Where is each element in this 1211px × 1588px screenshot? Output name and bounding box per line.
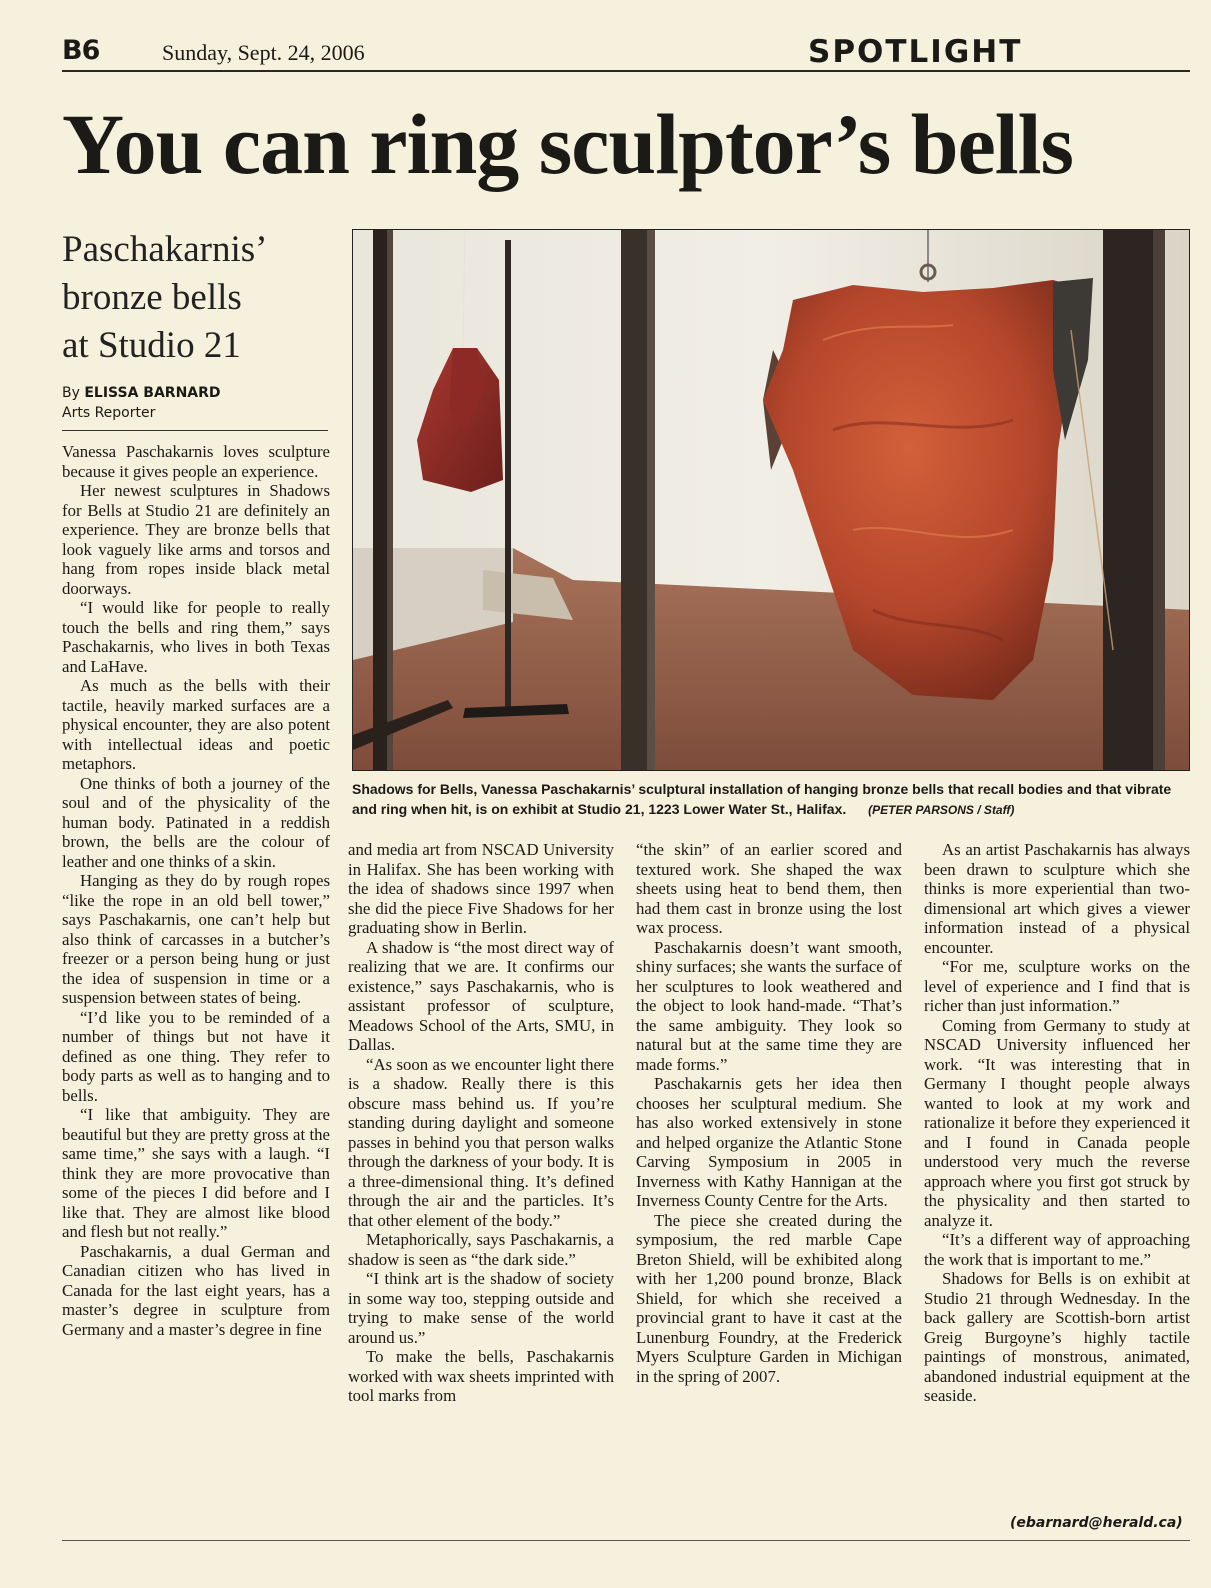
photo-credit: (PETER PARSONS / Staff) — [868, 803, 1015, 817]
author-email: (ebarnard@herald.ca) — [1010, 1515, 1183, 1531]
publication-date: Sunday, Sept. 24, 2006 — [162, 40, 365, 65]
section-name: SPOTLIGHT — [808, 34, 1023, 70]
article-paragraph: Shadows for Bells is on exhibit at Studio 21 through Wednesday. In the back gallery are Scottish-born artist Greig Burgoyne’s highly tactile paintings of monstrous, animated, abandoned industrial equipment at the seaside. — [924, 1269, 1190, 1405]
author-title: Arts Reporter — [62, 405, 156, 421]
article-paragraph: “As soon as we encounter light there is a shadow. Really there is this obscure mass behind us. If you’re standing during daylight and someone passes in behind you that person walks through the darkness of your body. It is a three-dimensional thing. It’s defined through the air and the particles. It’s that other element of the body.” — [348, 1054, 614, 1230]
author-name: ELISSA BARNARD — [84, 385, 221, 401]
subheadline-line: at Studio 21 — [62, 325, 241, 366]
byline-by: By — [62, 385, 80, 401]
subheadline-line: Paschakarnis’ — [62, 229, 268, 270]
subheadline — [62, 226, 342, 370]
article-paragraph: One thinks of both a journey of the soul and of the physicality of the human body. Patinated in a reddish brown, the bells are the colour of leather and one thinks of a skin. — [62, 773, 330, 871]
article-paragraph: Metaphorically, says Paschakarnis, a shadow is seen as “the dark side.” — [348, 1230, 614, 1269]
article-paragraph: “I think art is the shadow of society in some way too, stepping outside and trying to make sense of the world around us.” — [348, 1269, 614, 1347]
article-paragraph: Vanessa Paschakarnis loves sculpture because it gives people an experience. — [62, 442, 330, 481]
article-paragraph: As much as the bells with their tactile, heavily marked surfaces are a physical encounter, they are also potent with intellectual ideas and poetic metaphors. — [62, 676, 330, 773]
article-paragraph: “I like that ambiguity. They are beautiful but they are pretty gross at the same time,” she says with a laugh. “I think they are more provocative than some of the pieces I did before and I like that. They are almost like blood and flesh but not really.” — [62, 1105, 330, 1241]
article-paragraph: As an artist Paschakarnis has always been drawn to sculpture which she thinks is more experiential than two-dimensional art which gives a viewer information instead of a physical encounter. — [924, 840, 1190, 957]
article-column-2 — [348, 840, 614, 1530]
byline-rule — [62, 430, 328, 431]
article-paragraph: A shadow is “the most direct way of realizing that we are. It confirms our existence,” says Paschakarnis, who is assistant professor of sculpture, Meadows School of the Arts, SMU, in Dallas. — [348, 937, 614, 1054]
article-paragraph: To make the bells, Paschakarnis worked with wax sheets imprinted with tool marks from — [348, 1347, 614, 1405]
page-bottom-rule — [62, 1540, 1190, 1541]
article-paragraph: Her newest sculptures in Shadows for Bells at Studio 21 are definitely an experience. They are bronze bells that look vaguely like arms and torsos and hang from ropes inside black metal doorways. — [62, 481, 330, 598]
article-paragraph: The piece she created during the symposium, the red marble Cape Breton Shield, will be exhibited along with her 1,200 pound bronze, Black Shield, for which she received a provincial grant to have it cast at the Lunenburg Foundry, at the Frederick Myers Sculpture Garden in Michigan in the spring of 2007. — [636, 1210, 902, 1386]
page-number: B6 — [62, 35, 100, 66]
article-paragraph: “For me, sculpture works on the level of experience and I find that is richer than just information.” — [924, 957, 1190, 1015]
article-paragraph: Hanging as they do by rough ropes “like the rope in an old bell tower,” says Paschakarnis, one can’t help but also think of carcasses in a butcher’s freezer or a person being hung or just the idea of suspension in time or a suspension between states of being. — [62, 871, 330, 1007]
article-paragraph: Paschakarnis doesn’t want smooth, shiny surfaces; she wants the surface of her sculptures to look weathered and the object to look hand-made. “That’s the same ambiguity. They look so natural but at the same time they are made forms.” — [636, 937, 902, 1074]
subheadline-line: bronze bells — [62, 277, 242, 318]
article-paragraph: Paschakarnis gets her idea then chooses her sculptural medium. She has also worked extensively in stone and helped organize the Atlantic Stone Carving Symposium in 2005 in Inverness with Kathy Hannigan at the Inverness County Centre for the Arts. — [636, 1074, 902, 1210]
headline: You can ring sculptor’s bells — [62, 96, 1074, 192]
article-paragraph: “I would like for people to really touch the bells and ring them,” says Paschakarnis, who lives in both Texas and LaHave. — [62, 598, 330, 676]
article-paragraph: “It’s a different way of approaching the work that is important to me.” — [924, 1230, 1190, 1269]
header-rule — [62, 70, 1190, 72]
article-paragraph: Paschakarnis, a dual German and Canadian citizen who has lived in Canada for the last eight years, has a master’s degree in sculpture from Germany and a master’s degree in fine — [62, 1241, 330, 1339]
article-column-1 — [62, 442, 330, 1522]
article-paragraph: “I’d like you to be reminded of a number of things but not have it defined as one thing. They refer to body parts as well as to hanging and to bells. — [62, 1007, 330, 1105]
sculpture-photo-image — [353, 230, 1190, 771]
article-photo — [352, 229, 1190, 771]
article-paragraph: and media art from NSCAD University in Halifax. She has been working with the idea of shadows since 1997 when she did the piece Five Shadows for her graduating show in Berlin. — [348, 840, 614, 937]
article-paragraph: Coming from Germany to study at NSCAD University influenced her work. “It was interesting that in Germany I thought people always wanted to look at my work and rationalize it before they experienced it and I found in Canada people understood very much the reverse approach where you first got struck by the physicality and then started to analyze it. — [924, 1015, 1190, 1230]
article-column-4 — [924, 840, 1190, 1530]
article-column-3 — [636, 840, 902, 1530]
photo-caption — [352, 779, 1192, 820]
article-paragraph: “the skin” of an earlier scored and textured work. She shaped the wax sheets using heat to bend them, then had them cast in bronze using the lost wax process. — [636, 840, 902, 937]
byline — [62, 383, 330, 423]
caption-text: Shadows for Bells, Vanessa Paschakarnis’ sculptural installation of hanging bronze bells that recall bodies and that vibrate and ring when hit, is on exhibit at Studio 21, 1223 Lower Water St., Halifax. — [352, 781, 1172, 817]
